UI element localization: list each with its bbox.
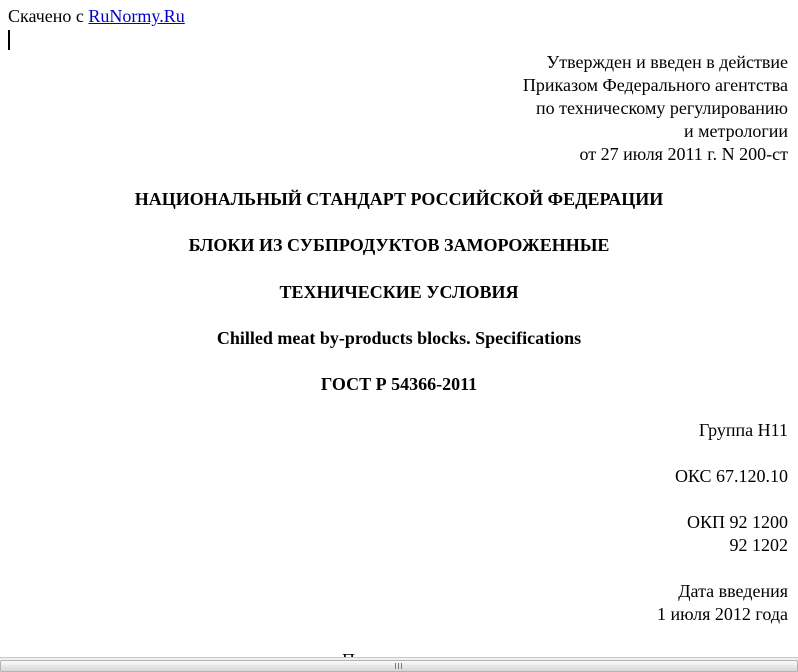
approval-line: по техническому регулированию: [535, 98, 788, 118]
okp-code-line: ОКП 92 1200: [686, 512, 788, 532]
approval-line: и метрологии: [684, 121, 788, 141]
scrollbar-thumb[interactable]: [0, 660, 798, 672]
national-standard-title: НАЦИОНАЛЬНЫЙ СТАНДАРТ РОССИЙСКОЙ ФЕДЕРАЦИИ: [134, 189, 664, 209]
gost-number: ГОСТ Р 54366-2011: [320, 374, 478, 394]
downloaded-from-line: [8, 6, 185, 26]
okp-code-line: 92 1202: [729, 535, 788, 555]
approval-block: [523, 51, 788, 166]
group-code: Группа Н11: [698, 420, 788, 440]
approval-line: Утвержден и введен в действие: [546, 52, 788, 72]
downloaded-prefix: Скачено с: [8, 6, 84, 26]
technical-conditions-title: ТЕХНИЧЕСКИЕ УСЛОВИЯ: [279, 282, 519, 302]
horizontal-scrollbar[interactable]: [0, 657, 798, 672]
approval-line: от 27 июля 2011 г. N 200-ст: [579, 144, 788, 164]
oks-code: ОКС 67.120.10: [674, 466, 788, 486]
okp-codes: [687, 511, 788, 557]
runormy-link[interactable]: RuNormy.Ru: [88, 6, 185, 26]
product-title: БЛОКИ ИЗ СУБПРОДУКТОВ ЗАМОРОЖЕННЫЕ: [188, 235, 610, 255]
grip-icon: [394, 663, 404, 669]
approval-line: Приказом Федерального агентства: [522, 75, 788, 95]
introduction-date: [657, 580, 788, 626]
text-cursor: [8, 30, 10, 50]
english-title: Chilled meat by-products blocks. Specifications: [216, 328, 582, 348]
introduction-date-value: 1 июля 2012 года: [657, 604, 788, 624]
introduction-date-label: Дата введения: [678, 581, 788, 601]
